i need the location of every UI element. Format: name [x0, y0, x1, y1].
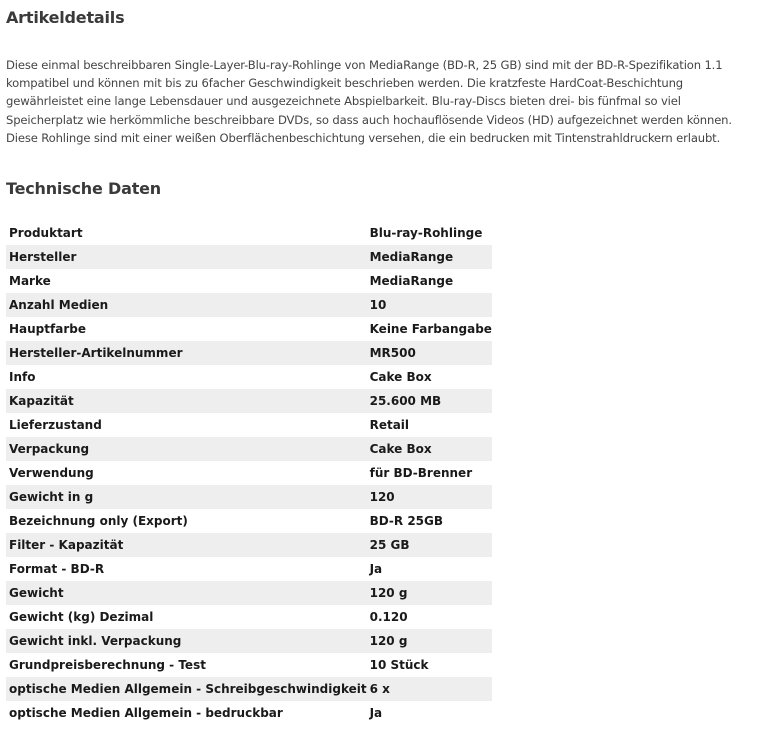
spec-value: Ja	[369, 562, 383, 576]
spec-value: 10 Stück	[369, 658, 429, 672]
spec-key: Gewicht inkl. Verpackung	[9, 634, 182, 648]
spec-key: optische Medien Allgemein - Schreibgeschwindigkeit	[9, 682, 367, 696]
spec-row	[6, 533, 492, 557]
spec-value: MediaRange	[369, 250, 454, 264]
specs-table-body	[6, 221, 492, 725]
technische-daten-heading: Technische Daten	[6, 179, 161, 198]
spec-key: Verwendung	[9, 466, 94, 480]
spec-key: Grundpreisberechnung - Test	[9, 658, 206, 672]
spec-row	[6, 389, 492, 413]
spec-value: Ja	[369, 706, 383, 720]
spec-value: 120 g	[369, 634, 408, 648]
spec-row	[6, 509, 492, 533]
spec-key: Info	[9, 370, 36, 384]
product-description: Diese einmal beschreibbaren Single-Layer-Blu-ray-Rohlinge von MediaRange (BD-R, 25 GB) sind mit der BD-R-Spezifikation 1.1 kompatibel und können mit bis zu 6facher Geschwindigkeit beschrieben werden. Die kratzfeste HardCoat-Beschichtung gewährleistet eine lange Lebensdauer und ausgezeichnete Abspielbarkeit. Blu-ray-Discs bieten drei- bis fünfmal so viel Speicherplatz wie herkömmliche beschreibbare DVDs, so dass auch hochauflösende Videos (HD) aufgezeichnet werden können. Diese Rohlinge sind mit einer weißen Oberflächenbeschichtung versehen, die ein bedrucken mit Tintenstrahldruckern erlaubt.	[6, 58, 732, 145]
spec-key: Gewicht in g	[9, 490, 94, 504]
spec-value: MR500	[369, 346, 416, 360]
spec-value: BD-R 25GB	[369, 514, 444, 528]
spec-value: 25 GB	[369, 538, 410, 552]
spec-row	[6, 677, 492, 701]
spec-row	[6, 557, 492, 581]
spec-row	[6, 365, 492, 389]
spec-key: Marke	[9, 274, 51, 288]
spec-value: MediaRange	[369, 274, 454, 288]
spec-key: Lieferzustand	[9, 418, 102, 432]
spec-row	[6, 701, 492, 725]
spec-key: Anzahl Medien	[9, 298, 109, 312]
spec-row	[6, 317, 492, 341]
spec-value: Cake Box	[369, 370, 432, 384]
spec-key: Verpackung	[9, 442, 90, 456]
spec-value: Blu-ray-Rohlinge	[369, 226, 483, 240]
spec-key: optische Medien Allgemein - bedruckbar	[9, 706, 283, 720]
spec-value: Cake Box	[369, 442, 432, 456]
spec-row	[6, 269, 492, 293]
spec-row	[6, 485, 492, 509]
spec-value: 25.600 MB	[369, 394, 442, 408]
spec-key: Kapazität	[9, 394, 74, 408]
artikeldetails-heading: Artikeldetails	[6, 8, 125, 27]
spec-key: Hersteller-Artikelnummer	[9, 346, 183, 360]
spec-row	[6, 581, 492, 605]
spec-row	[6, 461, 492, 485]
spec-row	[6, 605, 492, 629]
spec-value: 120	[369, 490, 395, 504]
spec-row	[6, 437, 492, 461]
spec-row	[6, 413, 492, 437]
spec-value: 0.120	[369, 610, 408, 624]
spec-key: Gewicht	[9, 586, 64, 600]
spec-row	[6, 293, 492, 317]
spec-key: Hersteller	[9, 250, 77, 264]
spec-key: Produktart	[9, 226, 83, 240]
spec-row	[6, 629, 492, 653]
spec-key: Gewicht (kg) Dezimal	[9, 610, 154, 624]
spec-value: für BD-Brenner	[369, 466, 473, 480]
spec-value: 6 x	[369, 682, 390, 696]
spec-key: Format - BD-R	[9, 562, 105, 576]
spec-row	[6, 221, 492, 245]
specs-table	[6, 221, 492, 725]
spec-key: Filter - Kapazität	[9, 538, 124, 552]
spec-row	[6, 341, 492, 365]
spec-key: Hauptfarbe	[9, 322, 86, 336]
spec-value: Retail	[369, 418, 410, 432]
spec-key: Bezeichnung only (Export)	[9, 514, 188, 528]
spec-value: 120 g	[369, 586, 408, 600]
spec-value: Keine Farbangabe	[369, 322, 492, 336]
spec-row	[6, 653, 492, 677]
spec-row	[6, 245, 492, 269]
spec-value: 10	[369, 298, 387, 312]
